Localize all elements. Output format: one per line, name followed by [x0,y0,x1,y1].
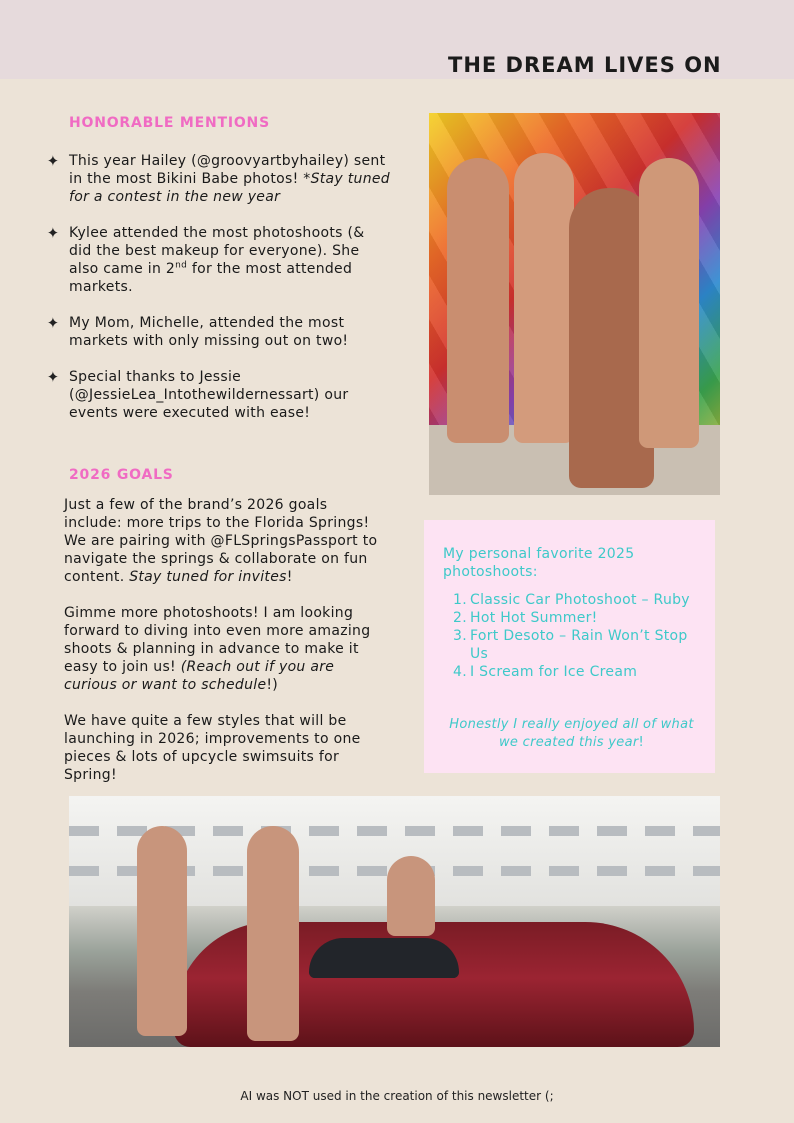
list-item [44,368,390,422]
goals-italic: (Reach out if you are curious or want to schedule [64,659,335,693]
list-label: Hot Hot Summer! [470,610,598,626]
goals-body [64,496,384,802]
list-item [453,663,698,681]
list-number: 2. [453,610,467,626]
goals-paragraph [64,496,384,586]
mention-superscript: nd [175,260,188,271]
mention-text: This year Hailey (@groovyartbyhailey) sent in the most Bikini Babe photos! * [69,153,386,187]
list-item [453,609,698,627]
four-point-star-icon: ✦ [46,152,60,170]
favorites-note-italic: Honestly I really enjoyed all of what we created this year [449,717,694,750]
mention-text: Special thanks to Jessie (@JessieLea_Intothewildernessart) our events were executed with ease! [69,369,349,421]
list-label: I Scream for Ice Cream [470,664,638,680]
goals-heading: 2026 GOALS [69,467,174,483]
goals-text: Just a few of the brand’s 2026 goals include: more trips to the Florida Springs! We are pairing with @FLSpringsPassport to navigate the springs & collaborate on fun content. [64,497,378,585]
four-point-star-icon: ✦ [46,314,60,332]
person-figure [387,856,435,936]
list-item [44,224,390,296]
favorites-note [444,716,699,752]
person-figure [247,826,299,1041]
honorable-mentions-list [44,152,390,440]
mention-text: My Mom, Michelle, attended the most markets with only missing out on two! [69,315,349,349]
list-number: 4. [453,664,467,680]
list-item [44,152,390,206]
list-label: Classic Car Photoshoot – Ruby [470,592,690,608]
person-figure [137,826,187,1036]
classic-car-photo [69,796,720,1047]
goals-text-end: !) [266,677,279,693]
person-figure [514,153,574,443]
mention-italic: Stay tuned for a contest in the new year [69,171,390,205]
goals-paragraph [64,712,384,784]
honorable-mentions-heading: HONORABLE MENTIONS [69,115,270,131]
person-figure [447,158,509,443]
goals-paragraph [64,604,384,694]
list-item [44,314,390,350]
favorites-note-end: ! [638,735,645,750]
footer-note: AI was NOT used in the creation of this newsletter (; [240,1089,554,1103]
person-figure [639,158,699,448]
favorites-list [453,591,698,681]
list-item [453,627,698,663]
mention-text: Kylee attended the most photoshoots (& did the best makeup for everyone). She also came in 2 [69,225,365,277]
car-window [309,938,459,978]
goals-text: Gimme more photoshoots! I am looking forward to diving into even more amazing shoots & planning in advance to make it easy to join us! [64,605,371,675]
goals-text: We have quite a few styles that will be launching in 2026; improvements to one pieces & lots of upcycle swimsuits for Spring! [64,713,361,783]
favorites-intro: My personal favorite 2025 photoshoots: [443,546,635,580]
mention-text-end: for the most attended markets. [69,261,353,295]
goals-text-end: ! [286,569,293,585]
list-label: Fort Desoto – Rain Won’t Stop Us [470,628,688,662]
list-item [453,591,698,609]
favorite-photoshoots-box [424,520,715,773]
list-number: 1. [453,592,467,608]
goals-italic: Stay tuned for invites [129,569,287,585]
four-point-star-icon: ✦ [46,224,60,242]
page-title: THE DREAM LIVES ON [448,53,722,77]
four-point-star-icon: ✦ [46,368,60,386]
list-number: 3. [453,628,467,644]
group-photo [429,113,720,495]
